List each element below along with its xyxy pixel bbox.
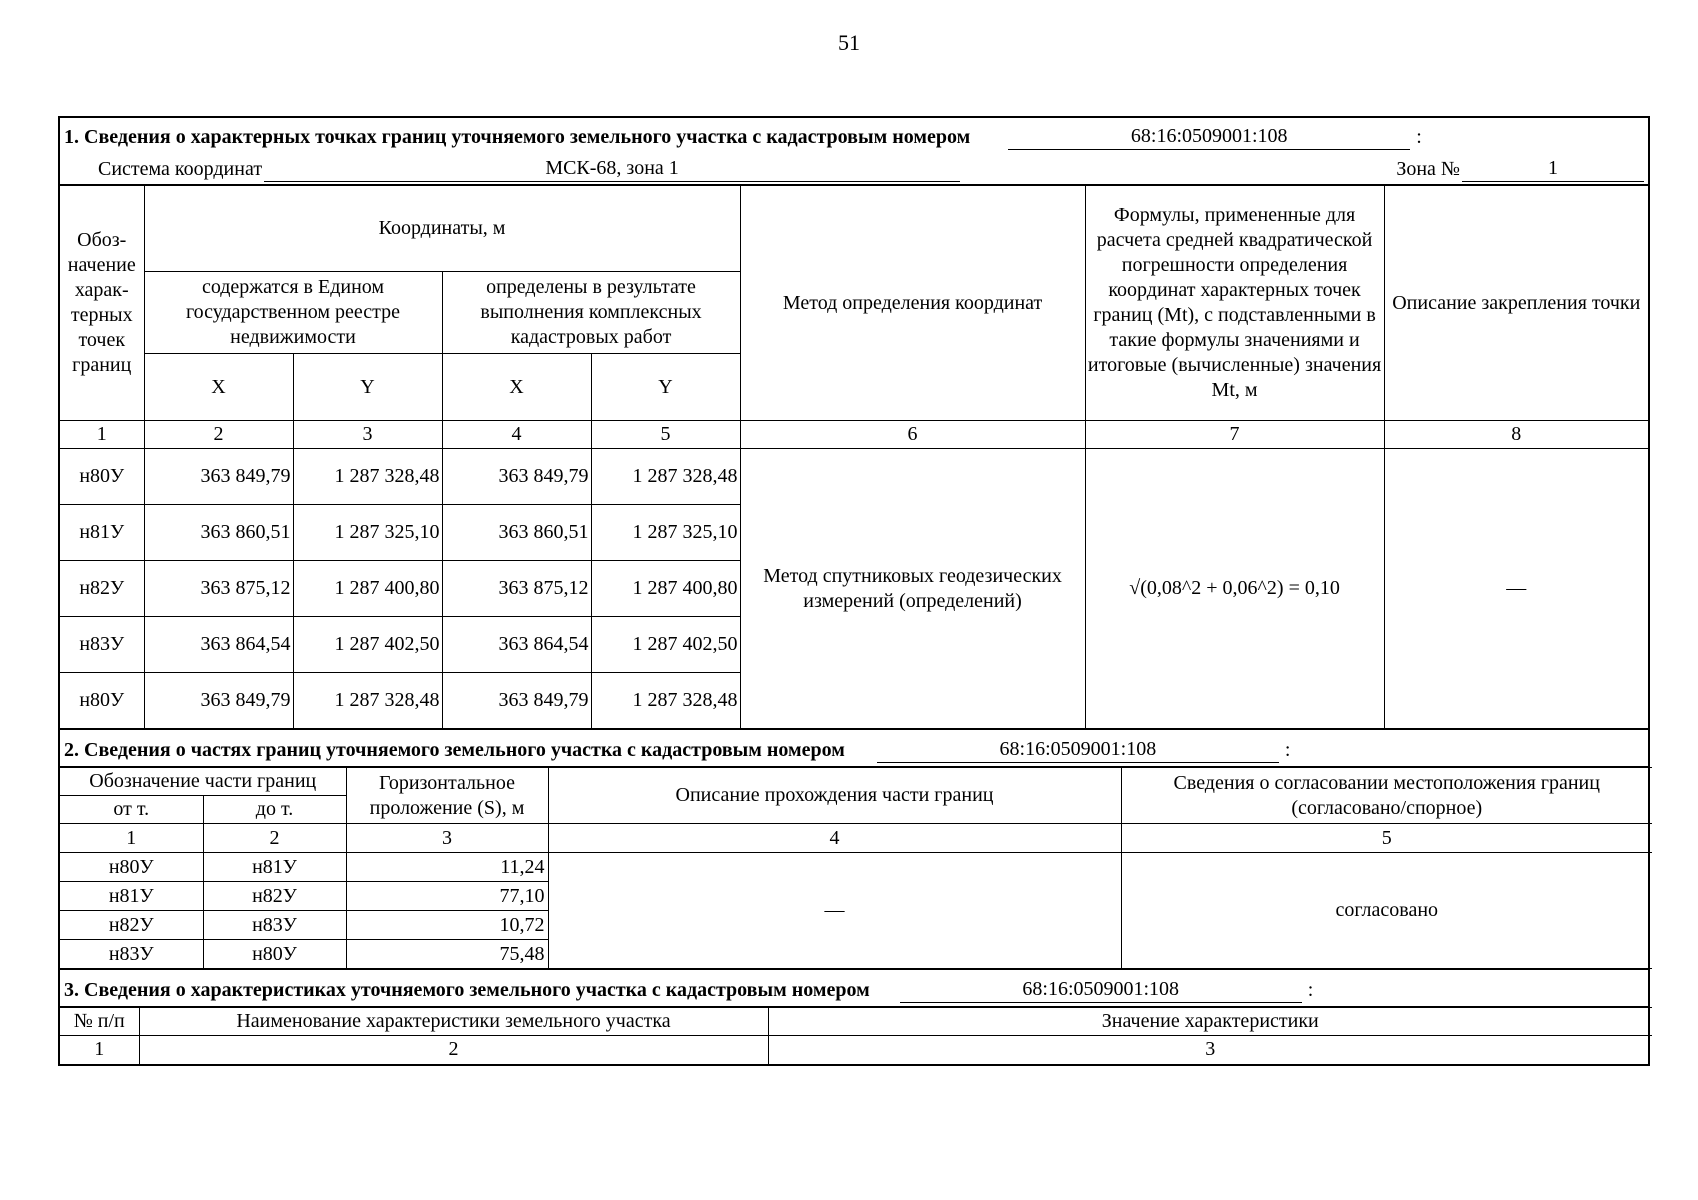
col-number: 4 [548,824,1121,853]
fixing-value: — [1384,449,1648,729]
to-point: н82У [203,882,346,911]
from-point: н80У [60,853,203,882]
section3-cadastral-number: 68:16:0509001:108 [900,977,1302,1003]
col-number: 5 [1121,824,1652,853]
header-fixing: Описание закрепления точки [1384,186,1648,421]
header-part-designation: Обозначение части границ [60,768,346,796]
header-x1: X [144,354,293,421]
x-registry: 363 875,12 [144,561,293,617]
col-number: 3 [346,824,548,853]
header-to: до т. [203,796,346,824]
col-number: 8 [1384,421,1648,449]
horizontal-distance: 77,10 [346,882,548,911]
col-number: 1 [60,1036,139,1064]
section1-table [60,185,1648,729]
y-determined: 1 287 328,48 [591,673,740,729]
description-value: — [548,853,1121,969]
point-designation: н80У [60,673,144,729]
section2-title: 2. Сведения о частях границ уточняемого земельного участка с кадастровым номером [64,739,845,761]
method-value: Метод спутниковых геодезических измерений (определений) [740,449,1085,729]
header-name: Наименование характеристики земельного участка [139,1008,768,1036]
y-registry: 1 287 402,50 [293,617,442,673]
header-x2: X [442,354,591,421]
to-point: н81У [203,853,346,882]
formula-value: √(0,08^2 + 0,06^2) = 0,10 [1085,449,1384,729]
x-determined: 363 849,79 [442,673,591,729]
x-registry: 363 860,51 [144,505,293,561]
to-point: н83У [203,911,346,940]
section3-header [60,969,1648,1007]
section3-column-numbers [60,1036,1652,1064]
col-number: 6 [740,421,1085,449]
coord-system-value: МСК-68, зона 1 [264,156,960,182]
x-registry: 363 849,79 [144,673,293,729]
header-y1: Y [293,354,442,421]
point-designation: н82У [60,561,144,617]
y-registry: 1 287 328,48 [293,673,442,729]
header-formulas: Формулы, примененные для расчета средней квадратической погрешности определения координат характерных точек границ (Mt), с подставленными в такие формулы значениями и итоговые (вычисленные) значения Mt, м [1085,186,1384,421]
y-registry: 1 287 400,80 [293,561,442,617]
col-number: 3 [293,421,442,449]
y-registry: 1 287 328,48 [293,449,442,505]
x-determined: 363 864,54 [442,617,591,673]
horizontal-distance: 75,48 [346,940,548,969]
y-determined: 1 287 400,80 [591,561,740,617]
y-registry: 1 287 325,10 [293,505,442,561]
header-from: от т. [60,796,203,824]
to-point: н80У [203,940,346,969]
header-description: Описание прохождения части границ [548,768,1121,824]
page-number: 51 [838,30,860,55]
section3-table [60,1007,1652,1064]
section1-colon: : [1416,126,1422,148]
col-number: 1 [60,824,203,853]
horizontal-distance: 11,24 [346,853,548,882]
zone-label: Зона № [1396,158,1460,180]
y-determined: 1 287 328,48 [591,449,740,505]
section1-title: 1. Сведения о характерных точках границ уточняемого земельного участка с кадастровым номером [64,126,971,148]
section2-cadastral-number: 68:16:0509001:108 [877,737,1279,763]
col-number: 2 [139,1036,768,1064]
section2-table [60,767,1652,969]
section3-colon: : [1307,979,1314,1001]
section1-header [60,118,1648,185]
col-number: 7 [1085,421,1384,449]
coord-system-label: Система координат [98,158,263,180]
col-number: 2 [203,824,346,853]
from-point: н82У [60,911,203,940]
table-row [60,449,1648,505]
section2-column-numbers [60,824,1652,853]
header-determined: определены в результате выполнения комплексных кадастровых работ [442,272,740,354]
x-registry: 363 864,54 [144,617,293,673]
header-in-registry: содержатся в Едином государственном реестре недвижимости [144,272,442,354]
from-point: н81У [60,882,203,911]
col-number: 5 [591,421,740,449]
header-horizontal: Горизонтальное проложение (S), м [346,768,548,824]
section1-column-numbers [60,421,1648,449]
col-number: 4 [442,421,591,449]
header-coordinates: Координаты, м [144,186,740,272]
section2-colon: : [1284,739,1291,761]
agreement-value: согласовано [1121,853,1652,969]
point-designation: н81У [60,505,144,561]
section2-header [60,729,1648,767]
header-num: № п/п [60,1008,139,1036]
horizontal-distance: 10,72 [346,911,548,940]
col-number: 1 [60,421,144,449]
x-determined: 363 849,79 [442,449,591,505]
col-number: 2 [144,421,293,449]
header-y2: Y [591,354,740,421]
x-determined: 363 860,51 [442,505,591,561]
header-method: Метод определения координат [740,186,1085,421]
y-determined: 1 287 325,10 [591,505,740,561]
point-designation: н80У [60,449,144,505]
y-determined: 1 287 402,50 [591,617,740,673]
header-agreement: Сведения о согласовании местоположения границ (согласовано/спорное) [1121,768,1652,824]
header-value: Значение характеристики [768,1008,1652,1036]
header-designation: Обоз-начение харак-терных точек границ [60,186,144,421]
from-point: н83У [60,940,203,969]
point-designation: н83У [60,617,144,673]
zone-value: 1 [1462,156,1644,182]
x-determined: 363 875,12 [442,561,591,617]
x-registry: 363 849,79 [144,449,293,505]
cadastral-form [58,116,1650,1066]
section1-cadastral-number: 68:16:0509001:108 [1008,124,1410,150]
col-number: 3 [768,1036,1652,1064]
table-row [60,853,1652,882]
section3-title: 3. Сведения о характеристиках уточняемого земельного участка с кадастровым номером [64,979,870,1001]
